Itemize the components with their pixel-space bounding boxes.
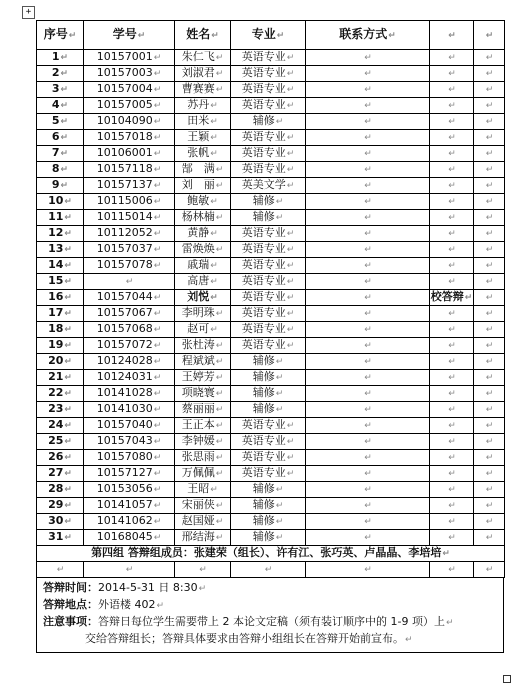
header-cell: 序号↵ bbox=[37, 21, 84, 50]
table-cell-no: 15↵ bbox=[37, 274, 84, 290]
table-cell-c6: ↵ bbox=[430, 194, 474, 210]
table-cell-c5: ↵ bbox=[306, 82, 430, 98]
table-cell-name: 王正本↵ bbox=[175, 418, 231, 434]
table-move-handle-icon[interactable]: + bbox=[22, 6, 35, 19]
blank-row bbox=[37, 562, 505, 578]
table-cell-c6: ↵ bbox=[430, 466, 474, 482]
group-row bbox=[37, 546, 505, 562]
table-cell-name: 张思雨↵ bbox=[175, 450, 231, 466]
table-cell-c6: ↵ bbox=[430, 338, 474, 354]
table-cell-c5: ↵ bbox=[306, 258, 430, 274]
table-cell-c5: ↵ bbox=[306, 482, 430, 498]
table-cell-name: 雷焕焕↵ bbox=[175, 242, 231, 258]
table-cell-id: 10106001↵ bbox=[84, 146, 175, 162]
table-cell-c7: ↵ bbox=[474, 146, 505, 162]
table-cell-c7: ↵ bbox=[474, 130, 505, 146]
table-cell-no: 23↵ bbox=[37, 402, 84, 418]
table-cell-name: 田米↵ bbox=[175, 114, 231, 130]
table-cell-c6: ↵ bbox=[430, 242, 474, 258]
table-cell-id: 10157067↵ bbox=[84, 306, 175, 322]
table-cell-id: ↵ bbox=[84, 274, 175, 290]
table-cell-id: 10141057↵ bbox=[84, 498, 175, 514]
table-cell-c5: ↵ bbox=[306, 290, 430, 306]
table-cell-no: 12↵ bbox=[37, 226, 84, 242]
table-cell-no: 20↵ bbox=[37, 354, 84, 370]
table-cell-id: 10112052↵ bbox=[84, 226, 175, 242]
table-cell-c6: ↵ bbox=[430, 322, 474, 338]
table-cell-id: 10157068↵ bbox=[84, 322, 175, 338]
table-cell-major: 辅修↵ bbox=[231, 210, 306, 226]
table-cell-major: 辅修↵ bbox=[231, 402, 306, 418]
table-cell-id: 10157004↵ bbox=[84, 82, 175, 98]
table-cell-id: 10157043↵ bbox=[84, 434, 175, 450]
table-cell-no: 1↵ bbox=[37, 50, 84, 66]
table-cell-c5: ↵ bbox=[306, 194, 430, 210]
table-cell-major: 英美文学↵ bbox=[231, 178, 306, 194]
table-cell-no: 8↵ bbox=[37, 162, 84, 178]
table-cell-id: 10153056↵ bbox=[84, 482, 175, 498]
table-cell-c6: ↵ bbox=[430, 450, 474, 466]
table-row bbox=[37, 322, 505, 338]
table-cell-name: 李明珠↵ bbox=[175, 306, 231, 322]
table-cell-c7: ↵ bbox=[474, 194, 505, 210]
table-cell-no: 6↵ bbox=[37, 130, 84, 146]
table-cell-c6: ↵ bbox=[430, 370, 474, 386]
table-cell-c7: ↵ bbox=[474, 242, 505, 258]
table-cell-name: 王婷芳↵ bbox=[175, 370, 231, 386]
table-cell-no: 30↵ bbox=[37, 514, 84, 530]
table-cell-id: 10157044↵ bbox=[84, 290, 175, 306]
table-cell-no: 11↵ bbox=[37, 210, 84, 226]
table-cell-c5: ↵ bbox=[306, 466, 430, 482]
table-cell-major: 辅修↵ bbox=[231, 370, 306, 386]
table-cell-c6: ↵ bbox=[430, 354, 474, 370]
table-cell-c6: ↵ bbox=[430, 386, 474, 402]
header-cell: 专业↵ bbox=[231, 21, 306, 50]
table-cell-c6: ↵ bbox=[430, 226, 474, 242]
table-row bbox=[37, 50, 505, 66]
table-cell-c6: ↵ bbox=[430, 258, 474, 274]
table-cell-c6: ↵ bbox=[430, 162, 474, 178]
table-cell-c7: ↵ bbox=[474, 178, 505, 194]
table-cell-name: 邢结海↵ bbox=[175, 530, 231, 546]
table-cell-c5: ↵ bbox=[306, 322, 430, 338]
table-cell-major: 辅修↵ bbox=[231, 194, 306, 210]
table-cell-no: 25↵ bbox=[37, 434, 84, 450]
table-cell-major: 英语专业↵ bbox=[231, 130, 306, 146]
table-cell-name: 赵国娅↵ bbox=[175, 514, 231, 530]
table-cell-id: 10157078↵ bbox=[84, 258, 175, 274]
table-cell-major: 辅修↵ bbox=[231, 354, 306, 370]
table-row bbox=[37, 306, 505, 322]
table-row bbox=[37, 178, 505, 194]
table-cell-name: 郜 满↵ bbox=[175, 162, 231, 178]
table-cell-id: 10157118↵ bbox=[84, 162, 175, 178]
table-cell-name: 曹赛赛↵ bbox=[175, 82, 231, 98]
table-cell-no: 13↵ bbox=[37, 242, 84, 258]
attention-line: 注意事项：答辩日每位学生需要带上 2 本论文定稿（须有装订顺序中的 1-9 项）上↵ bbox=[43, 615, 454, 628]
table-row bbox=[37, 82, 505, 98]
table-cell-name: 刘悦↵ bbox=[175, 290, 231, 306]
table-cell-c5: ↵ bbox=[306, 242, 430, 258]
table-row bbox=[37, 418, 505, 434]
table-cell-c7: ↵ bbox=[474, 466, 505, 482]
table-cell-name: 王颖↵ bbox=[175, 130, 231, 146]
table-cell-no: 17↵ bbox=[37, 306, 84, 322]
table-cell-c5: ↵ bbox=[306, 98, 430, 114]
table-row bbox=[37, 114, 505, 130]
table-cell-major: 英语专业↵ bbox=[231, 274, 306, 290]
table-cell-c5: ↵ bbox=[306, 114, 430, 130]
table-cell-c7: ↵ bbox=[474, 498, 505, 514]
table-cell-c7: ↵ bbox=[474, 354, 505, 370]
table-cell-c6: ↵ bbox=[430, 530, 474, 546]
table-row bbox=[37, 274, 505, 290]
table-cell-c5: ↵ bbox=[306, 274, 430, 290]
table-cell-major: 英语专业↵ bbox=[231, 434, 306, 450]
table-cell-id: 10157018↵ bbox=[84, 130, 175, 146]
table-cell-c7: ↵ bbox=[474, 306, 505, 322]
table-cell-major: 英语专业↵ bbox=[231, 82, 306, 98]
table-cell-c6: ↵ bbox=[430, 146, 474, 162]
table-cell-name: 高唐↵ bbox=[175, 274, 231, 290]
table-cell-id: 10157037↵ bbox=[84, 242, 175, 258]
table-row bbox=[37, 290, 505, 306]
table-cell-no: 9↵ bbox=[37, 178, 84, 194]
table-cell-id: 10141062↵ bbox=[84, 514, 175, 530]
table-cell-c6: ↵ bbox=[430, 434, 474, 450]
blank-cell: ↵ bbox=[84, 562, 175, 578]
table-cell-c7: ↵ bbox=[474, 226, 505, 242]
defense-time-line: 答辩时间：2014-5-31 日 8:30↵ bbox=[43, 581, 207, 594]
blank-cell: ↵ bbox=[37, 562, 84, 578]
table-cell-c5: ↵ bbox=[306, 162, 430, 178]
table-cell-id: 10157005↵ bbox=[84, 98, 175, 114]
table-cell-no: 16↵ bbox=[37, 290, 84, 306]
table-cell-c7: ↵ bbox=[474, 210, 505, 226]
header-cell: 姓名↵ bbox=[175, 21, 231, 50]
table-cell-c5: ↵ bbox=[306, 66, 430, 82]
table-row bbox=[37, 194, 505, 210]
table-cell-id: 10141030↵ bbox=[84, 402, 175, 418]
table-cell-c7: ↵ bbox=[474, 290, 505, 306]
defense-notes bbox=[36, 578, 504, 653]
table-cell-id: 10157137↵ bbox=[84, 178, 175, 194]
student-rows bbox=[37, 50, 505, 546]
table-cell-no: 22↵ bbox=[37, 386, 84, 402]
table-cell-c7: ↵ bbox=[474, 82, 505, 98]
table-cell-id: 10157040↵ bbox=[84, 418, 175, 434]
header-cell: 联系方式↵ bbox=[306, 21, 430, 50]
table-cell-major: 英语专业↵ bbox=[231, 338, 306, 354]
table-row bbox=[37, 498, 505, 514]
table-cell-major: 辅修↵ bbox=[231, 114, 306, 130]
table-cell-major: 辅修↵ bbox=[231, 498, 306, 514]
group-members-line: 第四组 答辩组成员：张建荣（组长）、许有江、张巧英、卢晶晶、李培培↵ bbox=[37, 546, 505, 562]
table-cell-id: 10157001↵ bbox=[84, 50, 175, 66]
table-row bbox=[37, 242, 505, 258]
table-cell-c5: ↵ bbox=[306, 370, 430, 386]
table-cell-id: 10157003↵ bbox=[84, 66, 175, 82]
table-resize-handle-icon[interactable] bbox=[503, 675, 511, 683]
table-cell-major: 英语专业↵ bbox=[231, 242, 306, 258]
table-row bbox=[37, 146, 505, 162]
table-row bbox=[37, 386, 505, 402]
table-cell-no: 21↵ bbox=[37, 370, 84, 386]
table-cell-c7: ↵ bbox=[474, 514, 505, 530]
table-cell-id: 10157080↵ bbox=[84, 450, 175, 466]
table-cell-c5: ↵ bbox=[306, 530, 430, 546]
table-cell-c6: ↵ bbox=[430, 178, 474, 194]
table-cell-c7: ↵ bbox=[474, 530, 505, 546]
table-cell-id: 10124028↵ bbox=[84, 354, 175, 370]
table-cell-no: 27↵ bbox=[37, 466, 84, 482]
table-cell-c5: ↵ bbox=[306, 402, 430, 418]
table-cell-name: 朱仁飞↵ bbox=[175, 50, 231, 66]
table-cell-c5: ↵ bbox=[306, 338, 430, 354]
table-cell-c6: ↵ bbox=[430, 98, 474, 114]
table-cell-major: 英语专业↵ bbox=[231, 66, 306, 82]
table-row bbox=[37, 450, 505, 466]
table-cell-c6: ↵ bbox=[430, 418, 474, 434]
table-row bbox=[37, 482, 505, 498]
table-cell-c6: ↵ bbox=[430, 482, 474, 498]
table-cell-major: 英语专业↵ bbox=[231, 258, 306, 274]
table-cell-c7: ↵ bbox=[474, 258, 505, 274]
table-cell-c5: ↵ bbox=[306, 306, 430, 322]
attention-line-cont: 交给答辩组长；答辩具体要求由答辩小组组长在答辩开始前宣布。↵ bbox=[85, 632, 413, 645]
table-cell-c6: ↵ bbox=[430, 274, 474, 290]
table-cell-c5: ↵ bbox=[306, 146, 430, 162]
table-cell-id: 10104090↵ bbox=[84, 114, 175, 130]
table-cell-c6: ↵ bbox=[430, 306, 474, 322]
table-cell-major: 英语专业↵ bbox=[231, 306, 306, 322]
table-cell-c5: ↵ bbox=[306, 226, 430, 242]
table-cell-major: 英语专业↵ bbox=[231, 162, 306, 178]
table-row bbox=[37, 354, 505, 370]
table-cell-major: 英语专业↵ bbox=[231, 418, 306, 434]
table-cell-major: 英语专业↵ bbox=[231, 226, 306, 242]
table-cell-no: 14↵ bbox=[37, 258, 84, 274]
table-cell-name: 杨林楠↵ bbox=[175, 210, 231, 226]
table-cell-major: 英语专业↵ bbox=[231, 450, 306, 466]
table-row bbox=[37, 130, 505, 146]
table-cell-c6: ↵ bbox=[430, 514, 474, 530]
table-cell-c6: ↵ bbox=[430, 210, 474, 226]
table-cell-c6: ↵ bbox=[430, 66, 474, 82]
table-cell-c5: ↵ bbox=[306, 354, 430, 370]
table-row bbox=[37, 434, 505, 450]
table-row bbox=[37, 402, 505, 418]
header-cell: ↵ bbox=[474, 21, 505, 50]
table-cell-c7: ↵ bbox=[474, 274, 505, 290]
table-row bbox=[37, 530, 505, 546]
table-cell-no: 26↵ bbox=[37, 450, 84, 466]
table-cell-name: 万佩佩↵ bbox=[175, 466, 231, 482]
table-cell-major: 英语专业↵ bbox=[231, 322, 306, 338]
table-cell-c5: ↵ bbox=[306, 178, 430, 194]
table-cell-c7: ↵ bbox=[474, 370, 505, 386]
table-cell-major: 辅修↵ bbox=[231, 482, 306, 498]
table-cell-no: 7↵ bbox=[37, 146, 84, 162]
blank-cell: ↵ bbox=[231, 562, 306, 578]
table-cell-id: 10115006↵ bbox=[84, 194, 175, 210]
table-cell-c7: ↵ bbox=[474, 482, 505, 498]
table-cell-major: 英语专业↵ bbox=[231, 466, 306, 482]
table-cell-c5: ↵ bbox=[306, 386, 430, 402]
table-cell-major: 辅修↵ bbox=[231, 386, 306, 402]
table-cell-no: 18↵ bbox=[37, 322, 84, 338]
table-cell-c6: ↵ bbox=[430, 498, 474, 514]
table-row bbox=[37, 370, 505, 386]
table-cell-name: 李钟媛↵ bbox=[175, 434, 231, 450]
header-row bbox=[37, 21, 505, 50]
table-row bbox=[37, 98, 505, 114]
table-cell-c5: ↵ bbox=[306, 210, 430, 226]
table-cell-c6: ↵ bbox=[430, 114, 474, 130]
table-cell-name: 黄静↵ bbox=[175, 226, 231, 242]
table-cell-name: 蔡丽丽↵ bbox=[175, 402, 231, 418]
table-row bbox=[37, 226, 505, 242]
table-cell-name: 苏丹↵ bbox=[175, 98, 231, 114]
table-cell-no: 31↵ bbox=[37, 530, 84, 546]
table-cell-major: 辅修↵ bbox=[231, 514, 306, 530]
table-cell-no: 24↵ bbox=[37, 418, 84, 434]
table-cell-c6: ↵ bbox=[430, 50, 474, 66]
table-cell-c6: 校答辩↵ bbox=[430, 290, 474, 306]
table-cell-c5: ↵ bbox=[306, 434, 430, 450]
document-sheet bbox=[36, 20, 504, 653]
table-cell-no: 4↵ bbox=[37, 98, 84, 114]
table-cell-id: 10141028↵ bbox=[84, 386, 175, 402]
table-cell-name: 张杜涛↵ bbox=[175, 338, 231, 354]
table-cell-id: 10124031↵ bbox=[84, 370, 175, 386]
table-cell-c7: ↵ bbox=[474, 418, 505, 434]
table-row bbox=[37, 210, 505, 226]
table-cell-name: 王昭↵ bbox=[175, 482, 231, 498]
table-cell-c7: ↵ bbox=[474, 338, 505, 354]
table-cell-major: 英语专业↵ bbox=[231, 290, 306, 306]
table-cell-c7: ↵ bbox=[474, 450, 505, 466]
table-cell-c6: ↵ bbox=[430, 130, 474, 146]
table-cell-c7: ↵ bbox=[474, 402, 505, 418]
table-cell-c6: ↵ bbox=[430, 402, 474, 418]
table-cell-c7: ↵ bbox=[474, 386, 505, 402]
table-cell-c7: ↵ bbox=[474, 434, 505, 450]
table-cell-no: 10↵ bbox=[37, 194, 84, 210]
table-cell-major: 英语专业↵ bbox=[231, 146, 306, 162]
table-row bbox=[37, 466, 505, 482]
blank-cell: ↵ bbox=[430, 562, 474, 578]
blank-cell: ↵ bbox=[306, 562, 430, 578]
header-cell: 学号↵ bbox=[84, 21, 175, 50]
table-row bbox=[37, 514, 505, 530]
defense-place-line: 答辩地点：外语楼 402↵ bbox=[43, 598, 165, 611]
table-cell-major: 英语专业↵ bbox=[231, 98, 306, 114]
table-cell-id: 10157072↵ bbox=[84, 338, 175, 354]
table-row bbox=[37, 338, 505, 354]
table-row bbox=[37, 162, 505, 178]
table-cell-id: 10168045↵ bbox=[84, 530, 175, 546]
table-cell-major: 辅修↵ bbox=[231, 530, 306, 546]
table-cell-name: 张帆↵ bbox=[175, 146, 231, 162]
table-cell-no: 28↵ bbox=[37, 482, 84, 498]
table-cell-c6: ↵ bbox=[430, 82, 474, 98]
table-cell-no: 2↵ bbox=[37, 66, 84, 82]
blank-cell: ↵ bbox=[175, 562, 231, 578]
table-cell-name: 戚瑞↵ bbox=[175, 258, 231, 274]
defense-table bbox=[36, 20, 505, 578]
table-cell-name: 刘 丽↵ bbox=[175, 178, 231, 194]
table-cell-no: 19↵ bbox=[37, 338, 84, 354]
table-cell-name: 鲍敏↵ bbox=[175, 194, 231, 210]
table-cell-id: 10115014↵ bbox=[84, 210, 175, 226]
table-cell-major: 英语专业↵ bbox=[231, 50, 306, 66]
table-cell-name: 宋丽侠↵ bbox=[175, 498, 231, 514]
table-cell-name: 程斌斌↵ bbox=[175, 354, 231, 370]
table-cell-c5: ↵ bbox=[306, 130, 430, 146]
table-cell-c5: ↵ bbox=[306, 514, 430, 530]
table-cell-id: 10157127↵ bbox=[84, 466, 175, 482]
table-cell-no: 5↵ bbox=[37, 114, 84, 130]
table-cell-c7: ↵ bbox=[474, 114, 505, 130]
table-cell-name: 赵可↵ bbox=[175, 322, 231, 338]
table-cell-no: 3↵ bbox=[37, 82, 84, 98]
table-cell-name: 项晓寰↵ bbox=[175, 386, 231, 402]
table-cell-c5: ↵ bbox=[306, 498, 430, 514]
header-cell: ↵ bbox=[430, 21, 474, 50]
table-cell-c7: ↵ bbox=[474, 50, 505, 66]
table-cell-c5: ↵ bbox=[306, 50, 430, 66]
table-cell-no: 29↵ bbox=[37, 498, 84, 514]
table-cell-c5: ↵ bbox=[306, 418, 430, 434]
table-cell-c7: ↵ bbox=[474, 98, 505, 114]
table-cell-c7: ↵ bbox=[474, 66, 505, 82]
table-cell-c7: ↵ bbox=[474, 162, 505, 178]
table-row bbox=[37, 258, 505, 274]
table-cell-name: 刘淑君↵ bbox=[175, 66, 231, 82]
table-row bbox=[37, 66, 505, 82]
table-cell-c7: ↵ bbox=[474, 322, 505, 338]
table-cell-c5: ↵ bbox=[306, 450, 430, 466]
blank-cell: ↵ bbox=[474, 562, 505, 578]
